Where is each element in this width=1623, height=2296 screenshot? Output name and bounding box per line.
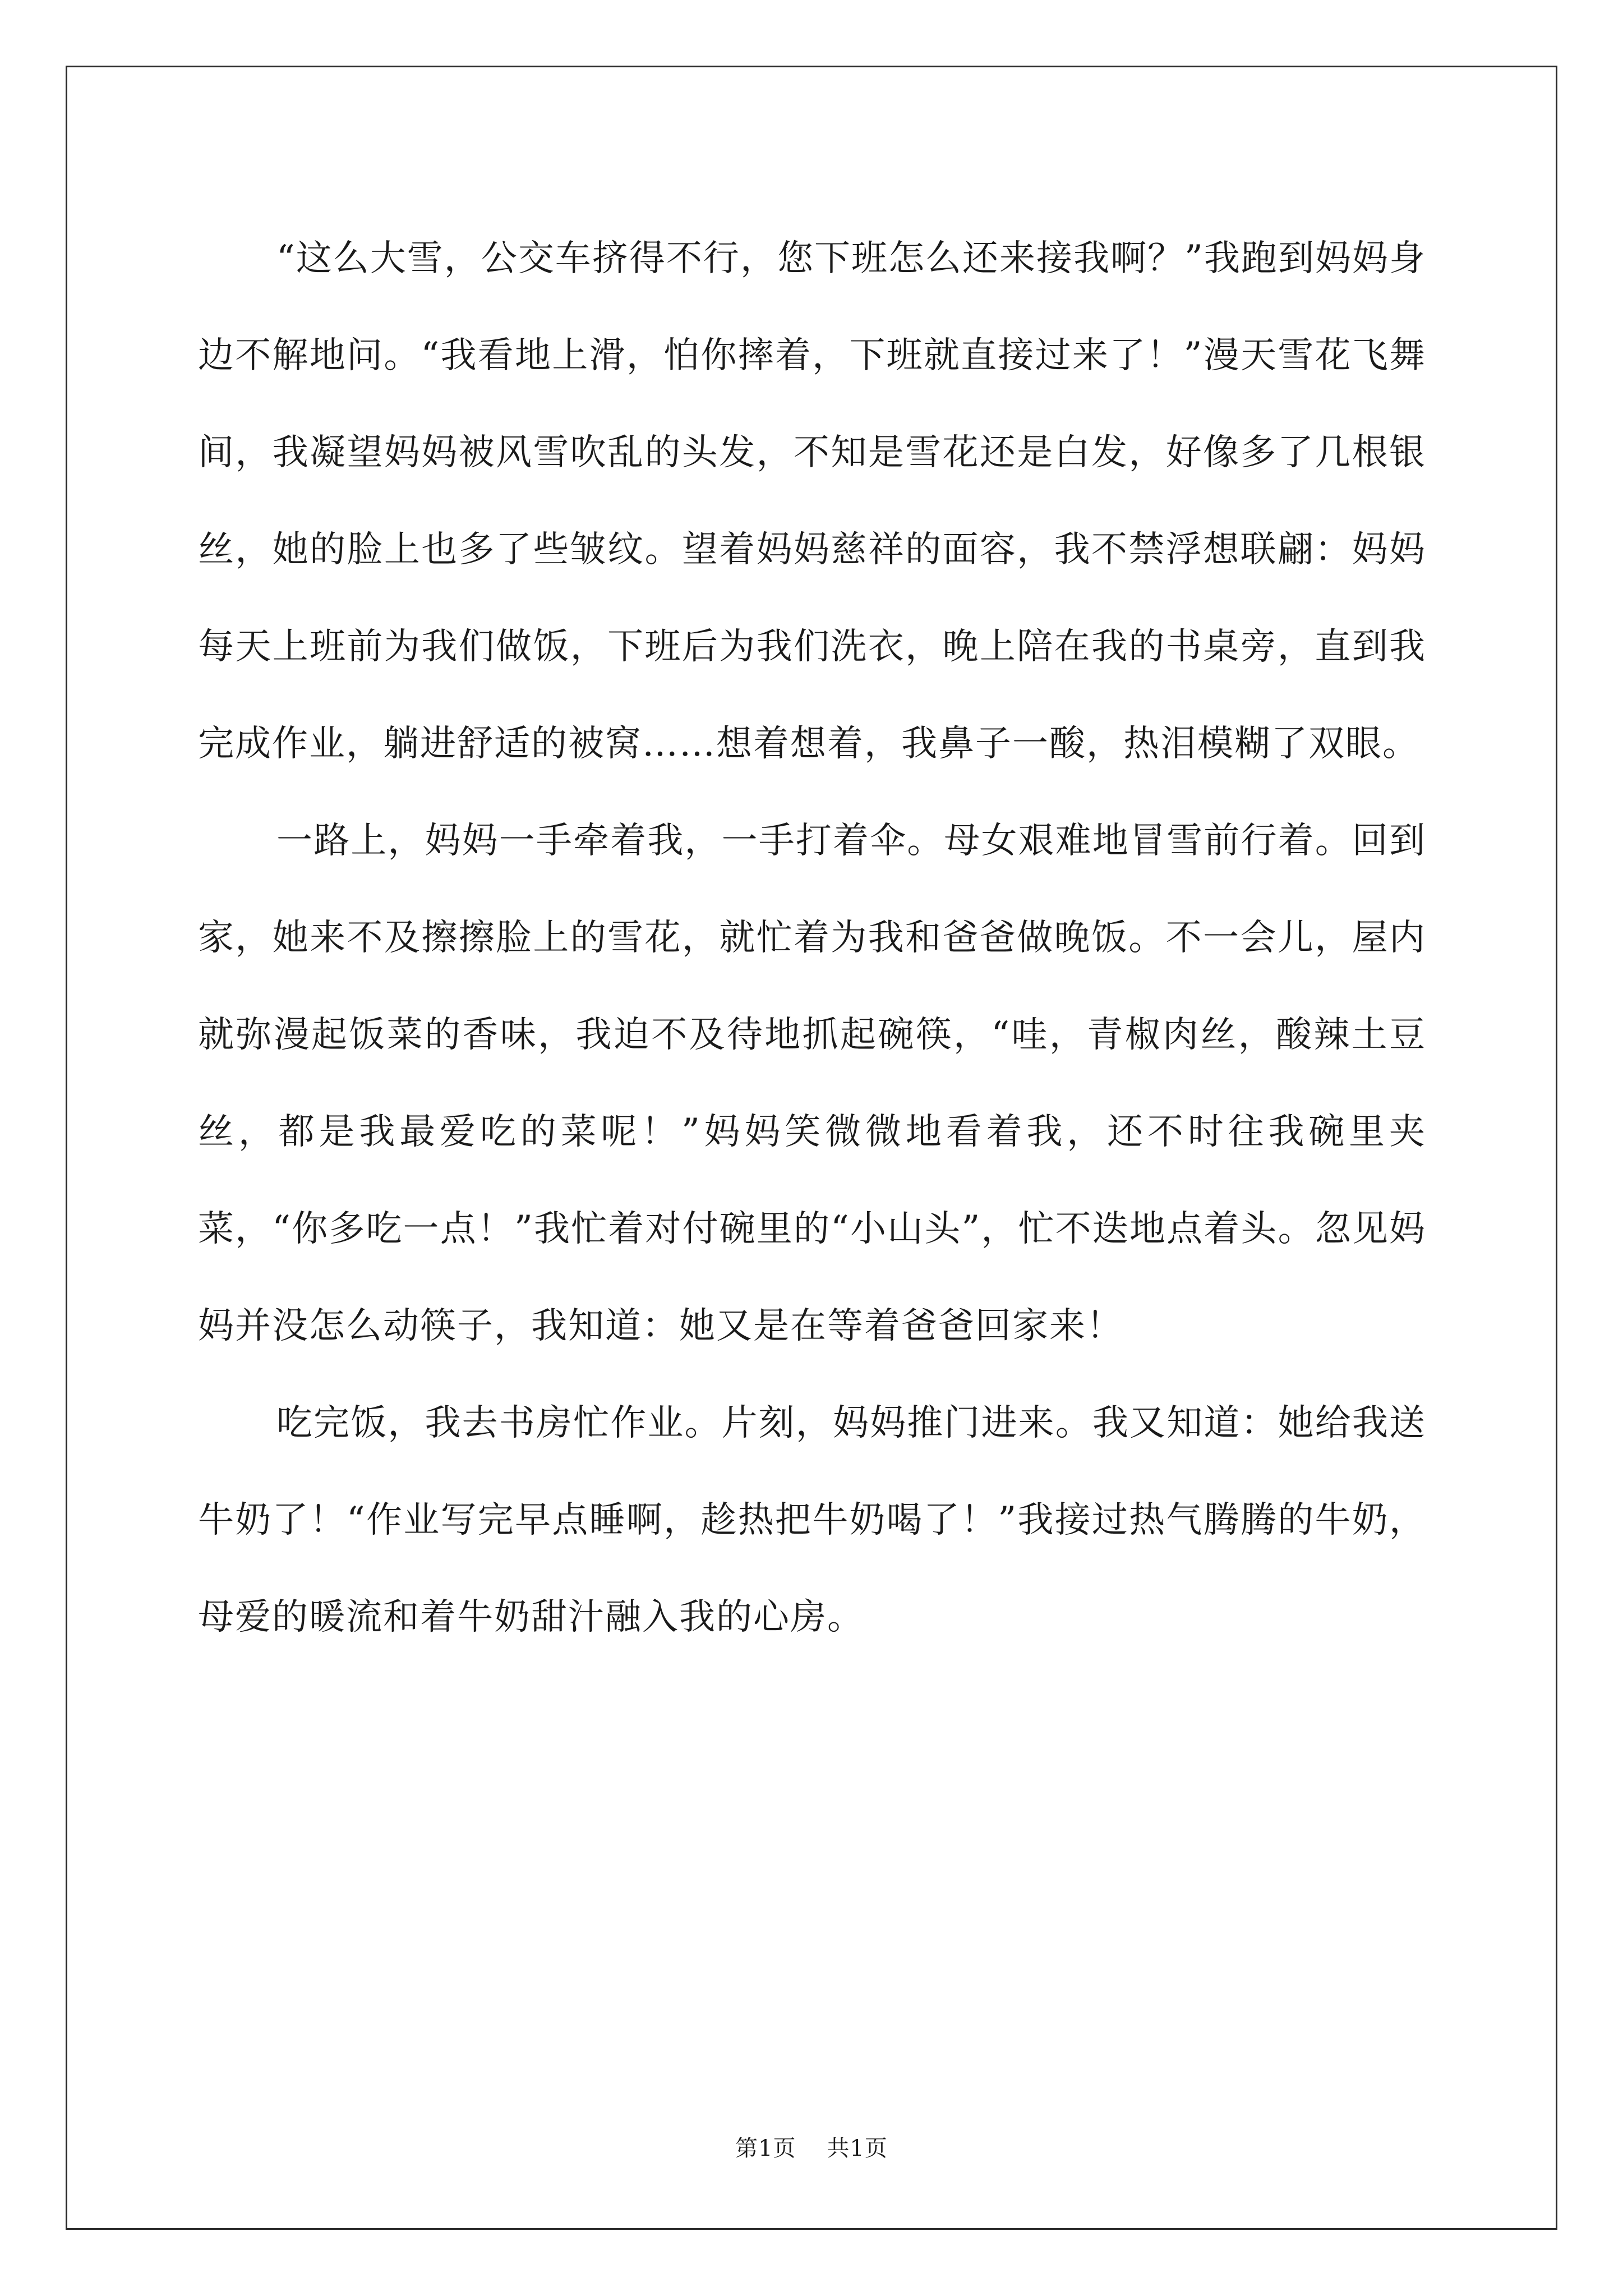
paragraph-2: 一路上，妈妈一手牵着我，一手打着伞。母女艰难地冒雪前行着。回到家，她来不及擦擦脸上的雪花，就忙着为我和爸爸做晚饭。不一会儿，屋内就弥漫起饭菜的香味，我迫不及待地抓起碗筷，“哇，青椒肉丝，酸辣土豆丝，都是我最爱吃的菜呢！”妈妈笑微微地看着我，还不时往我碗里夹菜，“你多吃一点！”我忙着对付碗里的“小山头”，忙不迭地点着头。忽见妈妈并没怎么动筷子，我知道：她又是在等着爸爸回家来！ bbox=[198, 820, 1426, 1347]
paragraph-1: “这么大雪，公交车挤得不行，您下班怎么还来接我啊？”我跑到妈妈身边不解地问。“我看地上滑，怕你摔着，下班就直接过来了！”漫天雪花飞舞间，我凝望妈妈被风雪吹乱的头发，不知是雪花还是白发，好像多了几根银丝，她的脸上也多了些皱纹。望着妈妈慈祥的面容，我不禁浮想联翩：妈妈每天上班前为我们做饭，下班后为我们洗衣，晚上陪在我的书桌旁，直到我完成作业，躺进舒适的被窝……想着想着，我鼻子一酸，热泪模糊了双眼。 bbox=[198, 238, 1426, 765]
page-number: 第1页 bbox=[735, 2136, 796, 2161]
page-footer bbox=[0, 2134, 1623, 2162]
paragraph-3: 吃完饭，我去书房忙作业。片刻，妈妈推门进来。我又知道：她给我送牛奶了！“作业写完早点睡啊，趁热把牛奶喝了！”我接过热气腾腾的牛奶，母爱的暖流和着牛奶甜汁融入我的心房。 bbox=[198, 1402, 1426, 1638]
page-total: 共1页 bbox=[827, 2136, 888, 2161]
document-body bbox=[198, 210, 1426, 1666]
